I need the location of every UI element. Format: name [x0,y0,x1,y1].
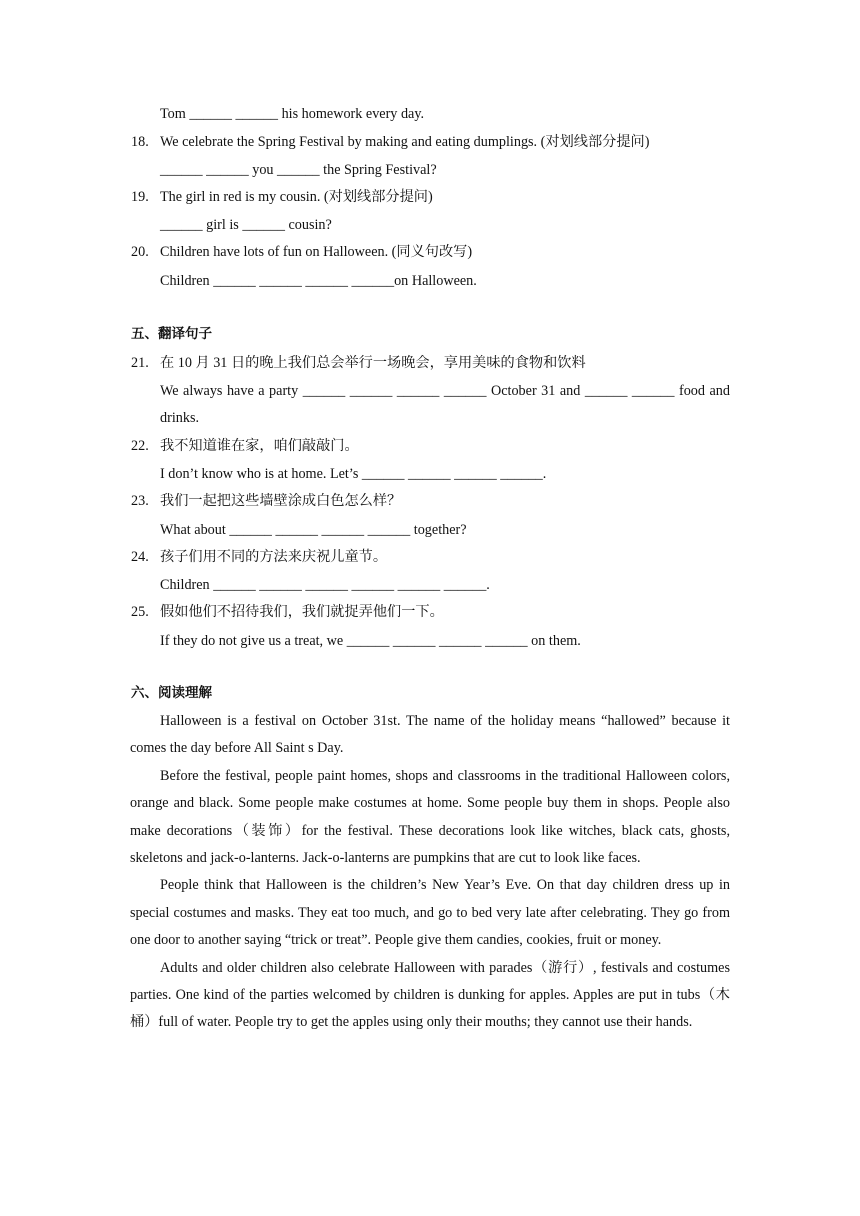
chinese-sentence: 孩子们用不同的方法来庆祝儿童节。 [160,549,388,565]
item-number: 20. [131,244,149,260]
english-answer-line: What about ______ ______ ______ ______ together? [160,522,467,538]
answer-line: ______ ______ you ______ the Spring Festival? [160,162,437,178]
section-title-translation: 五、翻译句子 [131,326,212,342]
english-answer-line: If they do not give us a treat, we ______ ______ ______ ______ on them. [160,633,581,649]
question-text: The girl in red is my cousin. (对划线部分提问) [160,189,433,205]
question-text: We celebrate the Spring Festival by making and eating dumplings. (对划线部分提问) [160,134,650,150]
chinese-sentence: 我不知道谁在家，咱们敲敲门。 [160,438,359,454]
chinese-sentence: 我们一起把这些墙壁涂成白色怎么样？ [160,493,402,509]
english-answer-line: I don’t know who is at home. Let’s ______ ______ ______ ______. [160,466,547,482]
passage-paragraph: Halloween is a festival on October 31st. The name of the holiday means “hallowed” because it comes the day before All Saint s Day. [130,713,730,757]
chinese-sentence: 假如他们不招待我们，我们就捉弄他们一下。 [160,604,444,620]
item-number: 22. [131,438,149,454]
item-17-answer-line: Tom ______ ______ his homework every day. [160,106,425,122]
passage-paragraph: People think that Halloween is the children’s New Year’s Eve. On that day children dress up in special costumes and masks. They eat too much, and go to bed very late after celebrating. They go from one door to another saying “trick or treat”. People give them candies, cookies, fruit or money. [130,877,730,949]
section-title-reading: 六、阅读理解 [131,685,212,701]
reading-passage [130,708,730,1037]
question-text: Children have lots of fun on Halloween. (同义句改写) [160,244,473,260]
passage-paragraph: Before the festival, people paint homes, shops and classrooms in the traditional Halloween colors, orange and black. Some people make costumes at home. Some people buy them in shops. People also make decorations（装饰）for the festival. These decorations look like witches, black cats, ghosts, skeletons and jack-o-lanterns. Jack-o-lanterns are pumpkins that are cut to look like faces. [130,767,730,867]
item-number: 19. [131,189,149,205]
answer-line: Children ______ ______ ______ ______on Halloween. [160,273,477,289]
chinese-sentence: 在 10 月 31 日的晚上我们总会举行一场晚会，享用美味的食物和饮料 [160,355,586,371]
item-number: 25. [131,604,149,620]
item-number: 23. [131,493,149,509]
item-number: 21. [131,355,149,371]
item-number: 24. [131,549,149,565]
answer-line: ______ girl is ______ cousin? [160,217,332,233]
english-answer-line: Children ______ ______ ______ ______ ______ ______. [160,577,490,593]
passage-paragraph: Adults and older children also celebrate Halloween with parades（游行）, festivals and costumes parties. One kind of the parties welcomed by children is dunking for apples. Apples are put in tubs（木桶）full of water. People try to get the apples using only their mouths; they cannot use their hands. [130,959,730,1031]
item-number: 18. [131,134,149,150]
english-answer-line: We always have a party ______ ______ ______ ______ October 31 and ______ ______ food and drinks. [160,383,730,426]
